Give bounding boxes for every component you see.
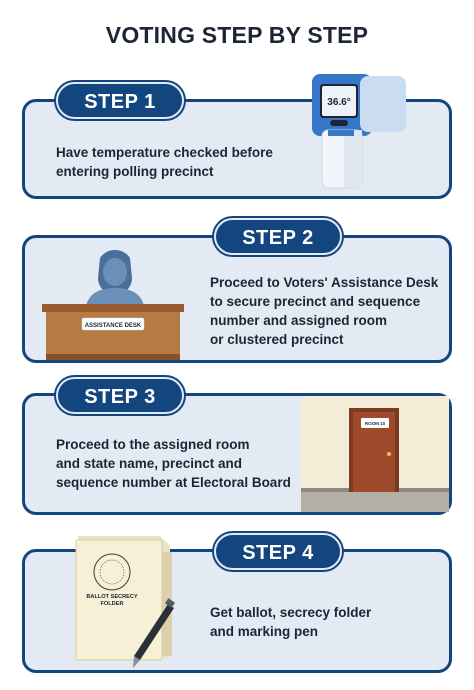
step-2-text: [210, 273, 445, 349]
folder-label-line: FOLDER: [100, 601, 124, 607]
step-4-line: Get ballot, secrecy folder: [210, 605, 372, 620]
step-3-line: and state name, precinct and: [56, 456, 243, 471]
step-2-line: number and assigned room: [210, 313, 388, 328]
step-3-badge: STEP 3: [56, 377, 184, 414]
step-4-text: [210, 603, 430, 641]
assistance-desk-icon: [42, 250, 184, 362]
step-3-text: [56, 435, 296, 492]
step-2-line: Proceed to Voters' Assistance Desk: [210, 275, 439, 290]
step-4-line: and marking pen: [210, 624, 319, 639]
thermometer-reading: 36.6°: [327, 97, 351, 108]
step-2-line: to secure precinct and sequence: [210, 294, 421, 309]
step-2-line: or clustered precinct: [210, 332, 344, 347]
step-1-text: [56, 143, 296, 181]
step-1-badge: STEP 1: [56, 82, 184, 119]
step-1-line: Have temperature checked before: [56, 145, 273, 160]
step-1-line: entering polling precinct: [56, 164, 214, 179]
step-4-badge: STEP 4: [214, 533, 342, 570]
page-title: VOTING STEP BY STEP: [105, 22, 369, 48]
secrecy-folder-icon: [70, 532, 180, 674]
door-sign-text: ROOM 10: [364, 421, 386, 426]
thermometer-gun-icon: [308, 72, 418, 190]
desk-sign-text: ASSISTANCE DESK: [84, 323, 142, 329]
step-3-line: Proceed to the assigned room: [56, 437, 250, 452]
step-3-line: sequence number at Electoral Board: [56, 475, 291, 490]
room-door-icon: [301, 396, 449, 512]
folder-label-line: BALLOT SECRECY: [86, 594, 138, 600]
step-2-badge: STEP 2: [214, 218, 342, 255]
